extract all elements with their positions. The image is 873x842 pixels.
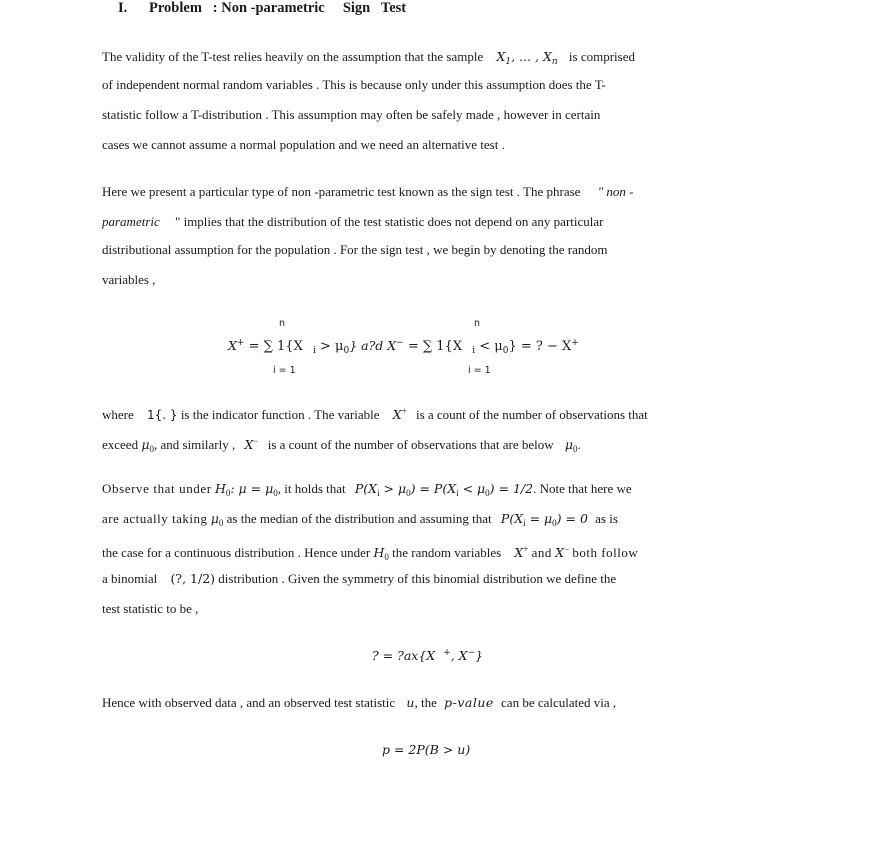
sum-upper-limit: n — [279, 318, 286, 329]
para4-line4: a binomial (?, 1/2) distribution . Given the symmetry of this binomial distribution we define the — [102, 571, 617, 586]
sample-variable: $X_1$, ... , $X_n$ — [496, 49, 558, 67]
para4-line2: are actually taking $\mu_0$ as the median of the distribution and assuming that $P(X_i = \mu_0) = 0$ as is — [102, 511, 618, 528]
para2-line1: Here we present a particular type of non -parametric test known as the sign test . The phrase " non - — [102, 184, 634, 199]
para4-line1: Observe that under $H_0$: $\mu = \mu_0$, it holds that $P(X_i > \mu_0) = P(X_i < \mu_0) = 1/2$. Note that here we — [102, 481, 632, 498]
para5-line1: Hence with observed data , and an observed test statistic u, the p-value can be calculated via , — [102, 695, 617, 710]
para2-line2: parametric " implies that the distribution of the test statistic does not depend on any particular — [102, 214, 604, 229]
para2-line4: variables , — [102, 272, 156, 287]
para2-line3: distributional assumption for the population . For the sign test , we begin by denoting the random — [102, 242, 608, 257]
para3-line2: exceed $\mu_0$, and similarly , X− is a count of the number of observations that are below $\mu_0$. — [102, 436, 581, 454]
sum-lower-limit: i = 1 — [273, 365, 296, 376]
para4-line5: test statistic to be , — [102, 601, 199, 616]
para1-line4: cases we cannot assume a normal population and we need an alternative test . — [102, 137, 505, 152]
sum-upper-limit: n — [474, 318, 481, 329]
para4-line3: the case for a continuous distribution . Hence under $H_0$ the random variables X+ and X− both follow — [102, 544, 639, 562]
para1-line1: The validity of the T-test relies heavily on the assumption that the sample $X_1$, ... , $X_n$ is comprised — [102, 49, 635, 67]
sum-lower-limit: i = 1 — [468, 365, 491, 376]
equation-test-statistic: ? = ?ax{X +, X−} — [372, 648, 484, 663]
para1-line3: statistic follow a T-distribution . This assumption may often be safely made , however in certain — [102, 107, 601, 122]
equation-x-plus-minus: X+ = ∑ 1{X $_i > \mu_0$} a?d X− = ∑ 1{X $_i < \mu_0$} = ? − X+ — [228, 338, 579, 356]
equation-p-value: p = 2P(B > u) — [382, 742, 471, 757]
para1-line2: of independent normal random variables . This is because only under this assumption does the T- — [102, 77, 606, 92]
section-heading: I. Problem : Non -parametric Sign Test — [118, 0, 407, 16]
para3-line1: where 1{. } is the indicator function . The variable X+ is a count of the number of observations that — [102, 406, 648, 422]
